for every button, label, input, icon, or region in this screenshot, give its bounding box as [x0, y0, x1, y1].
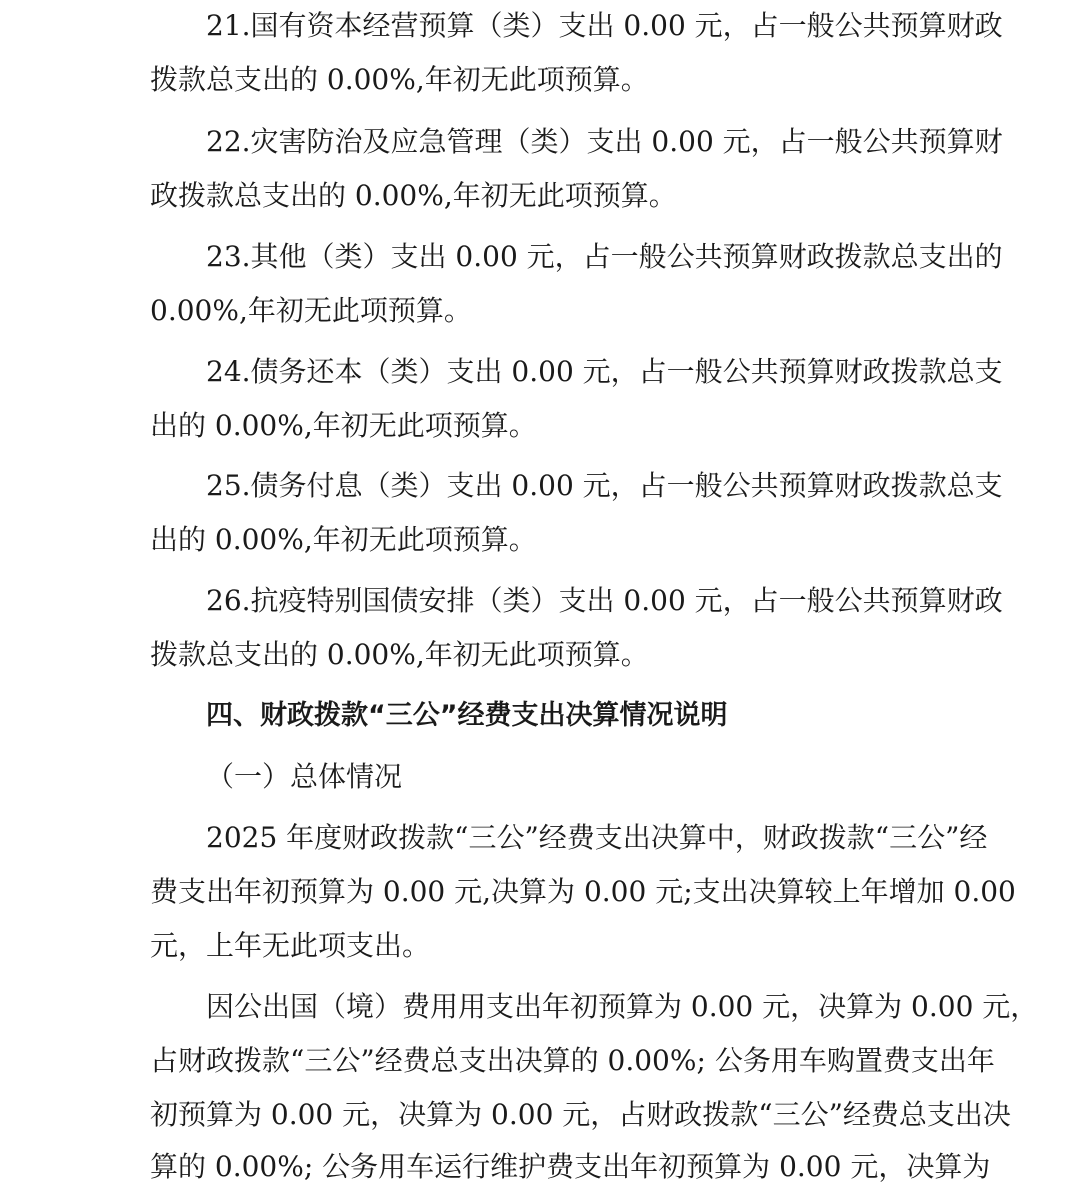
paragraph-23-line-1: 23.其他（类）支出 0.00 元，占一般公共预算财政拨款总支出的 — [206, 240, 1003, 273]
summary-paragraph-line-2: 费支出年初预算为 0.00 元,决算为 0.00 元;支出决算较上年增加 0.00 — [150, 875, 1016, 908]
paragraph-25-line-2: 出的 0.00%,年初无此项预算。 — [150, 523, 537, 556]
paragraph-21-line-2: 拨款总支出的 0.00%,年初无此项预算。 — [150, 63, 649, 96]
paragraph-24-line-2: 出的 0.00%,年初无此项预算。 — [150, 409, 537, 442]
detail-paragraph-line-2: 占财政拨款“三公”经费总支出决算的 0.00%; 公务用车购置费支出年 — [150, 1044, 995, 1077]
paragraph-21-line-1: 21.国有资本经营预算（类）支出 0.00 元，占一般公共预算财政 — [206, 9, 1003, 42]
subsection-heading: （一）总体情况 — [206, 760, 403, 793]
summary-paragraph-line-3: 元，上年无此项支出。 — [150, 929, 431, 962]
paragraph-22-line-2: 政拨款总支出的 0.00%,年初无此项预算。 — [150, 179, 677, 212]
paragraph-25-line-1: 25.债务付息（类）支出 0.00 元，占一般公共预算财政拨款总支 — [206, 469, 1003, 502]
section-heading: 四、财政拨款“三公”经费支出决算情况说明 — [206, 700, 728, 731]
paragraph-26-line-2: 拨款总支出的 0.00%,年初无此项预算。 — [150, 638, 649, 671]
paragraph-26-line-1: 26.抗疫特别国债安排（类）支出 0.00 元，占一般公共预算财政 — [206, 584, 1003, 617]
paragraph-22-line-1: 22.灾害防治及应急管理（类）支出 0.00 元，占一般公共预算财 — [206, 125, 1003, 158]
detail-paragraph-line-4: 算的 0.00%; 公务用车运行维护费支出年初预算为 0.00 元，决算为 — [150, 1150, 991, 1183]
paragraph-23-line-2: 0.00%,年初无此项预算。 — [150, 294, 472, 327]
detail-paragraph-line-3: 初预算为 0.00 元，决算为 0.00 元，占财政拨款“三公”经费总支出决 — [150, 1098, 1011, 1131]
paragraph-24-line-1: 24.债务还本（类）支出 0.00 元，占一般公共预算财政拨款总支 — [206, 355, 1003, 388]
summary-paragraph-line-1: 2025 年度财政拨款“三公”经费支出决算中，财政拨款“三公”经 — [206, 821, 988, 854]
detail-paragraph-line-1: 因公出国（境）费用用支出年初预算为 0.00 元，决算为 0.00 元， — [206, 990, 1039, 1023]
